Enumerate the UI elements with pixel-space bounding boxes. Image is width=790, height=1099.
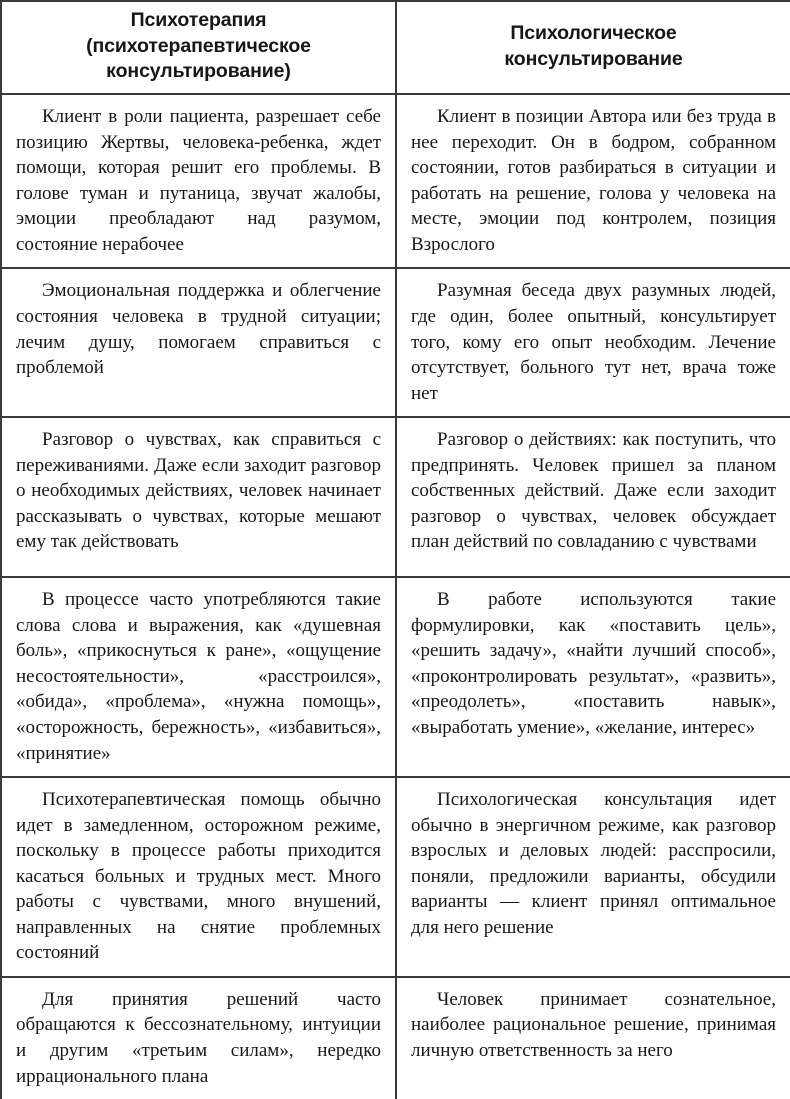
header-line: консультирование bbox=[504, 47, 683, 70]
header-line: Психотерапия bbox=[130, 9, 267, 31]
cell-psychotherapy: Психотерапевтическая помощь обычно идет в замедленном, осторожном режиме, поскольку в процессе работы приходится касаться больных и трудных мест. Много работы с чувствами, много внушений, направленных на снятие проблемных состояний bbox=[1, 777, 396, 977]
table-row bbox=[1, 577, 790, 777]
cell-counseling: Человек принимает сознательное, наиболее рациональное решение, принимая личную ответственность за него bbox=[396, 977, 790, 1099]
table-header bbox=[1, 1, 790, 94]
header-line: консультирование) bbox=[106, 60, 291, 83]
cell-counseling: Клиент в позиции Автора или без труда в нее переходит. Он в бодром, собранном состоянии, готов разбираться в ситуации и работать на решение, голова у человека на месте, эмоции под контролем, позиция Взрослого bbox=[396, 94, 790, 268]
cell-psychotherapy: Для принятия решений часто обращаются к бессознательному, интуиции и другим «третьим силам», нередко иррационального плана bbox=[1, 977, 396, 1099]
table-body bbox=[1, 94, 790, 1099]
table-row bbox=[1, 268, 790, 417]
cell-counseling: В работе используются такие формулировки, как «поставить цель», «решить задачу», «найти лучший способ», «проконтролировать результат», «развить», «преодолеть», «поставить навык», «выработать умение», «желание, интерес» bbox=[396, 577, 790, 777]
cell-psychotherapy: Эмоциональная поддержка и облегчение состояния человека в трудной ситуации; лечим душу, помогаем справиться с проблемой bbox=[1, 268, 396, 417]
column-header-psychological-counseling bbox=[396, 1, 790, 94]
cell-psychotherapy: Клиент в роли пациента, разрешает себе позицию Жертвы, человека-ребенка, ждет помощи, которая решит его проблемы. В голове туман и путаница, звучат жалобы, эмоции преобладают над разумом, состояние нерабочее bbox=[1, 94, 396, 268]
cell-psychotherapy: В процессе часто употребляются такие слова слова и выражения, как «душевная боль», «прикоснуться к ране», «ощущение несостоятельности», «расстроился», «обида», «проблема», «нужна помощь», «осторожность, бережность», «избавиться», «принятие» bbox=[1, 577, 396, 777]
header-line: Психологическое bbox=[510, 21, 677, 44]
table-row bbox=[1, 777, 790, 977]
table-row bbox=[1, 977, 790, 1099]
cell-psychotherapy: Разговор о чувствах, как справиться с переживаниями. Даже если заходит разговор о необходимых действиях, человек начинает рассказывать о чувствах, которые мешают ему так действовать bbox=[1, 417, 396, 577]
table-row bbox=[1, 94, 790, 268]
column-header-psychotherapy bbox=[1, 1, 396, 94]
header-line: (психотерапевтическое bbox=[86, 34, 311, 57]
cell-counseling: Разумная беседа двух разумных людей, где один, более опытный, консультирует того, кому его опыт необходим. Лечение отсутствует, больного тут нет, врача тоже нет bbox=[396, 268, 790, 417]
cell-counseling: Психологическая консультация идет обычно в энергичном режиме, как разговор взрослых и деловых людей: расспросили, поняли, предложили варианты, обсудили варианты — клиент принял оптимальное для него решение bbox=[396, 777, 790, 977]
cell-counseling: Разговор о действиях: как поступить, что предпринять. Человек пришел за планом собственных действий. Даже если заходит разговор о чувствах, человек обсуждает план действий по совладанию с чувствами bbox=[396, 417, 790, 577]
table-row bbox=[1, 417, 790, 577]
header-row bbox=[1, 1, 790, 94]
